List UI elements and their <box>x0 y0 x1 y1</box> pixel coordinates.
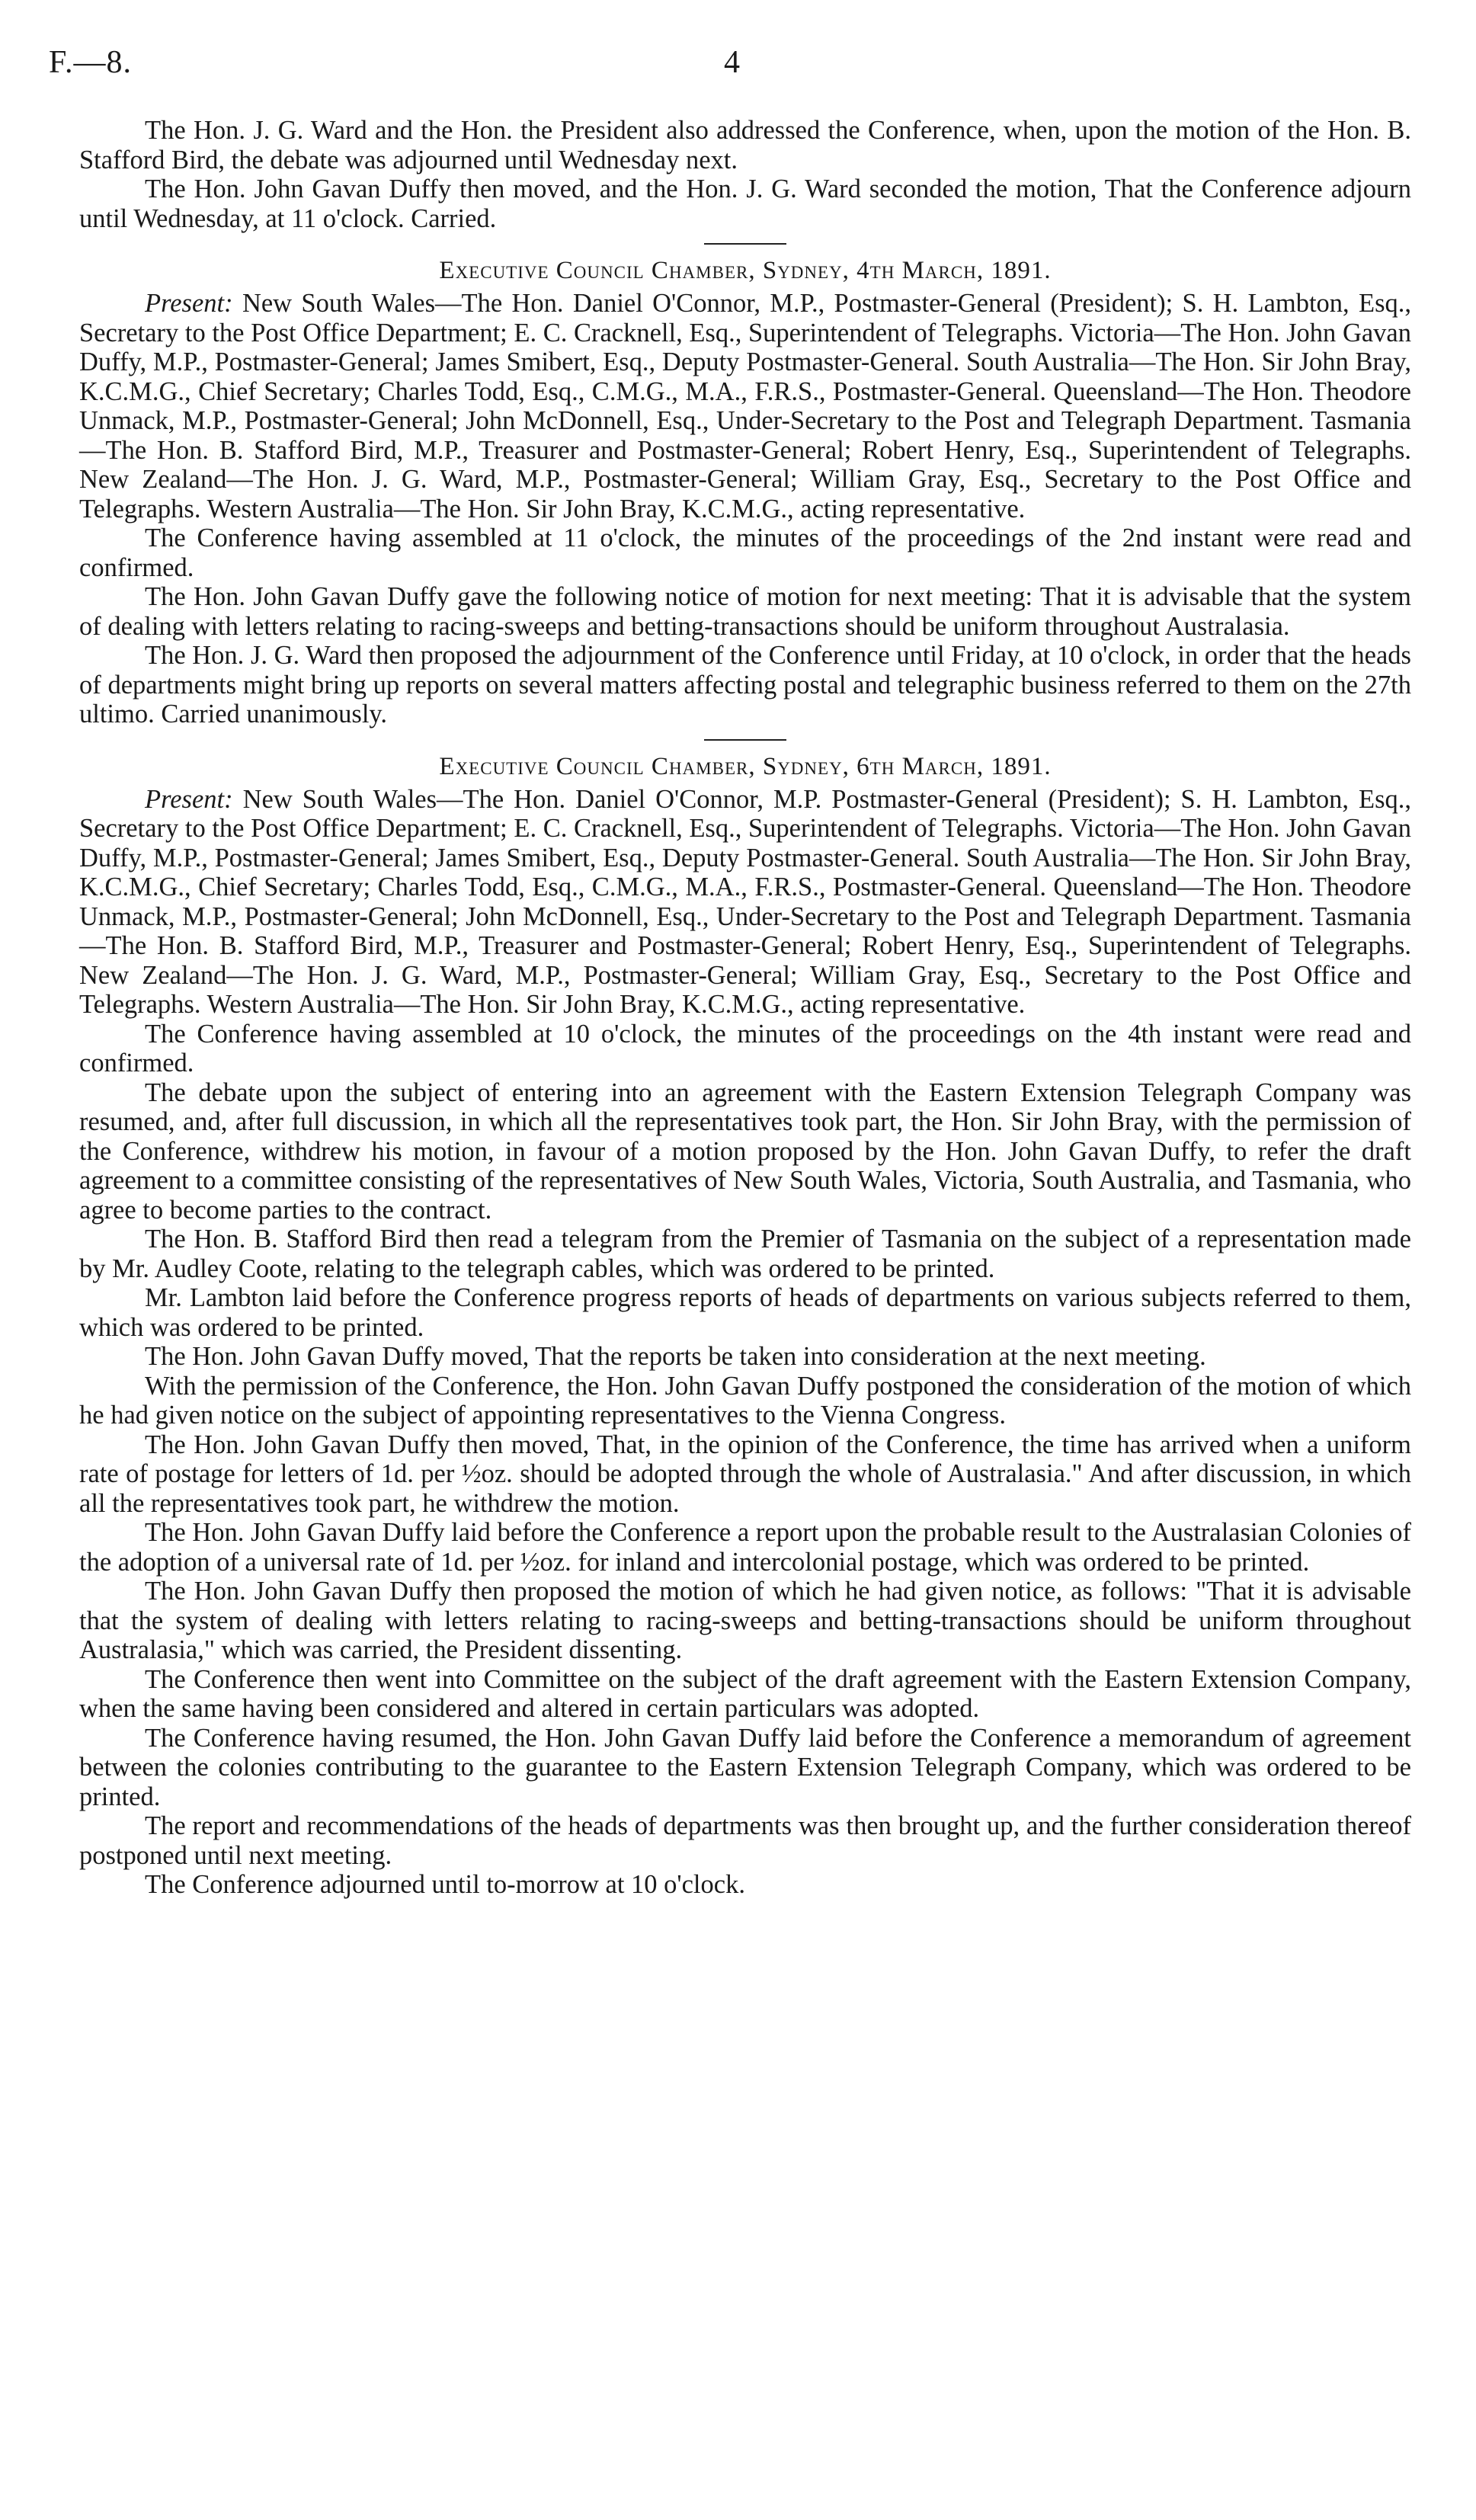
paragraph: The debate upon the subject of entering into an agreement with the Eastern Extension Telegraph Company was resumed, and, after full discussion, in which all the representatives took part, the Hon. Sir John Bray, with the permission of the Conference, withdrew his motion, in favour of a motion proposed by the Hon. John Gavan Duffy, to refer the draft agreement to a committee consisting of the representatives of New South Wales, Victoria, South Australia, and Tasmania, who agree to become parties to the contract. <box>79 1077 1411 1225</box>
attendance-list: New South Wales—The Hon. Daniel O'Connor, M.P. Postmaster-General (President); S. H. Lambton, Esq., Secretary to the Post Office Department; E. C. Cracknell, Esq., Superintendent of Telegraphs. Victoria—The Hon. John Gavan Duffy, M.P., Postmaster-General; James Smibert, Esq., Deputy Postmaster-General. South Australia—The Hon. Sir John Bray, K.C.M.G., Chief Secretary; Charles Todd, Esq., C.M.G., M.A., F.R.S., Postmaster-General. Queensland—The Hon. Theodore Unmack, M.P., Postmaster-General; John McDonnell, Esq., Under-Secretary to the Post and Telegraph Department. Tasmania—The Hon. B. Stafford Bird, M.P., Treasurer and Postmaster-General; Robert Henry, Esq., Superintendent of Telegraphs. New Zealand—The Hon. J. G. Ward, M.P., Postmaster-General; William Gray, Esq., Secretary to the Post Office and Telegraphs. Western Australia—The Hon. Sir John Bray, K.C.M.G., acting representative. <box>79 784 1411 1019</box>
paragraph: The Hon. J. G. Ward then proposed the adjournment of the Conference until Friday, at 10 o'clock, in order that the heads of departments might bring up reports on several matters affecting postal and telegraphic business referred to them on the 27th ultimo. Carried unanimously. <box>79 641 1411 728</box>
section-heading: Executive Council Chamber, Sydney, 4th March, 1891. <box>439 257 1052 284</box>
section-divider <box>704 739 786 741</box>
document-body <box>79 116 1411 1900</box>
paragraph: The Hon. John Gavan Duffy then moved, That, in the opinion of the Conference, the time has arrived when a uniform rate of postage for letters of 1d. per ½oz. should be adopted through the whole of Australasia." And after discussion, in which all the representatives took part, he withdrew the motion. <box>79 1430 1411 1518</box>
paragraph: The Conference having assembled at 10 o'clock, the minutes of the proceedings on the 4th instant were read and confirmed. <box>79 1019 1411 1077</box>
section-heading: Executive Council Chamber, Sydney, 6th March, 1891. <box>439 752 1052 780</box>
session-section-4th-march <box>79 243 1411 729</box>
session-section-6th-march <box>79 739 1411 1900</box>
paragraph: The Conference adjourned until to-morrow at 10 o'clock. <box>145 1870 745 1899</box>
paragraph: The Hon. John Gavan Duffy gave the following notice of motion for next meeting: That it is advisable that the system of dealing with letters relating to racing-sweeps and betting-transactions should be uniform throughout Australasia. <box>79 582 1411 641</box>
paragraph: The Hon. J. G. Ward and the Hon. the President also addressed the Conference, when, upon the motion of the Hon. B. Stafford Bird, the debate was adjourned until Wednesday next. <box>79 116 1411 175</box>
paragraph: The Conference having assembled at 11 o'clock, the minutes of the proceedings of the 2nd instant were read and confirmed. <box>79 524 1411 582</box>
page-header <box>0 44 1476 90</box>
paragraph: Mr. Lambton laid before the Conference progress reports of heads of departments on various subjects referred to them, which was ordered to be printed. <box>79 1283 1411 1342</box>
paragraph: The Hon. John Gavan Duffy laid before the Conference a report upon the probable result to the Australasian Colonies of the adoption of a universal rate of 1d. per ½oz. for inland and intercolonial postage, which was ordered to be printed. <box>79 1518 1411 1577</box>
present-label: Present: <box>145 289 233 318</box>
page-number: 4 <box>724 45 740 80</box>
attendance-paragraph <box>79 289 1411 524</box>
present-label: Present: <box>145 784 233 814</box>
paragraph: The Hon. B. Stafford Bird then read a telegram from the Premier of Tasmania on the subject of a representation made by Mr. Audley Coote, relating to the telegraph cables, which was ordered to be printed. <box>79 1225 1411 1283</box>
paragraph: The report and recommendations of the heads of departments was then brought up, and the further consideration thereof postponed until next meeting. <box>79 1811 1411 1870</box>
attendance-list: New South Wales—The Hon. Daniel O'Connor, M.P., Postmaster-General (President); S. H. Lambton, Esq., Secretary to the Post Office Department; E. C. Cracknell, Esq., Superintendent of Telegraphs. Victoria—The Hon. John Gavan Duffy, M.P., Postmaster-General; James Smibert, Esq., Deputy Postmaster-General. South Australia—The Hon. Sir John Bray, K.C.M.G., Chief Secretary; Charles Todd, Esq., C.M.G., M.A., F.R.S., Postmaster-General. Queensland—The Hon. Theodore Unmack, M.P., Postmaster-General; John McDonnell, Esq., Under-Secretary to the Post and Telegraph Department. Tasmania—The Hon. B. Stafford Bird, M.P., Treasurer and Postmaster-General; Robert Henry, Esq., Superintendent of Telegraphs. New Zealand—The Hon. J. G. Ward, M.P., Postmaster-General; William Gray, Esq., Secretary to the Post Office and Telegraphs. Western Australia—The Hon. Sir John Bray, K.C.M.G., acting representative. <box>79 289 1411 524</box>
paragraph: With the permission of the Conference, the Hon. John Gavan Duffy postponed the consideration of the motion of which he had given notice on the subject of appointing representatives to the Vienna Congress. <box>79 1371 1411 1430</box>
paragraph: The Conference having resumed, the Hon. John Gavan Duffy laid before the Conference a memorandum of agreement between the colonies contributing to the guarantee to the Eastern Extension Telegraph Company, which was ordered to be printed. <box>79 1723 1411 1811</box>
paragraph: The Conference then went into Committee on the subject of the draft agreement with the Eastern Extension Company, when the same having been considered and altered in certain particulars was adopted. <box>79 1664 1411 1723</box>
paragraph: The Hon. John Gavan Duffy moved, That the reports be taken into consideration at the next meeting. <box>145 1342 1206 1371</box>
paragraph: The Hon. John Gavan Duffy then moved, and the Hon. J. G. Ward seconded the motion, That the Conference adjourn until Wednesday, at 11 o'clock. Carried. <box>79 175 1411 233</box>
paragraph: The Hon. John Gavan Duffy then proposed the motion of which he had given notice, as follows: "That it is advisable that the system of dealing with letters relating to racing-sweeps and betting-transactions should be uniform throughout Australasia," which was carried, the President dissenting. <box>79 1577 1411 1664</box>
attendance-paragraph <box>79 785 1411 1020</box>
section-divider <box>704 243 786 245</box>
document-reference: F.—8. <box>49 45 132 80</box>
